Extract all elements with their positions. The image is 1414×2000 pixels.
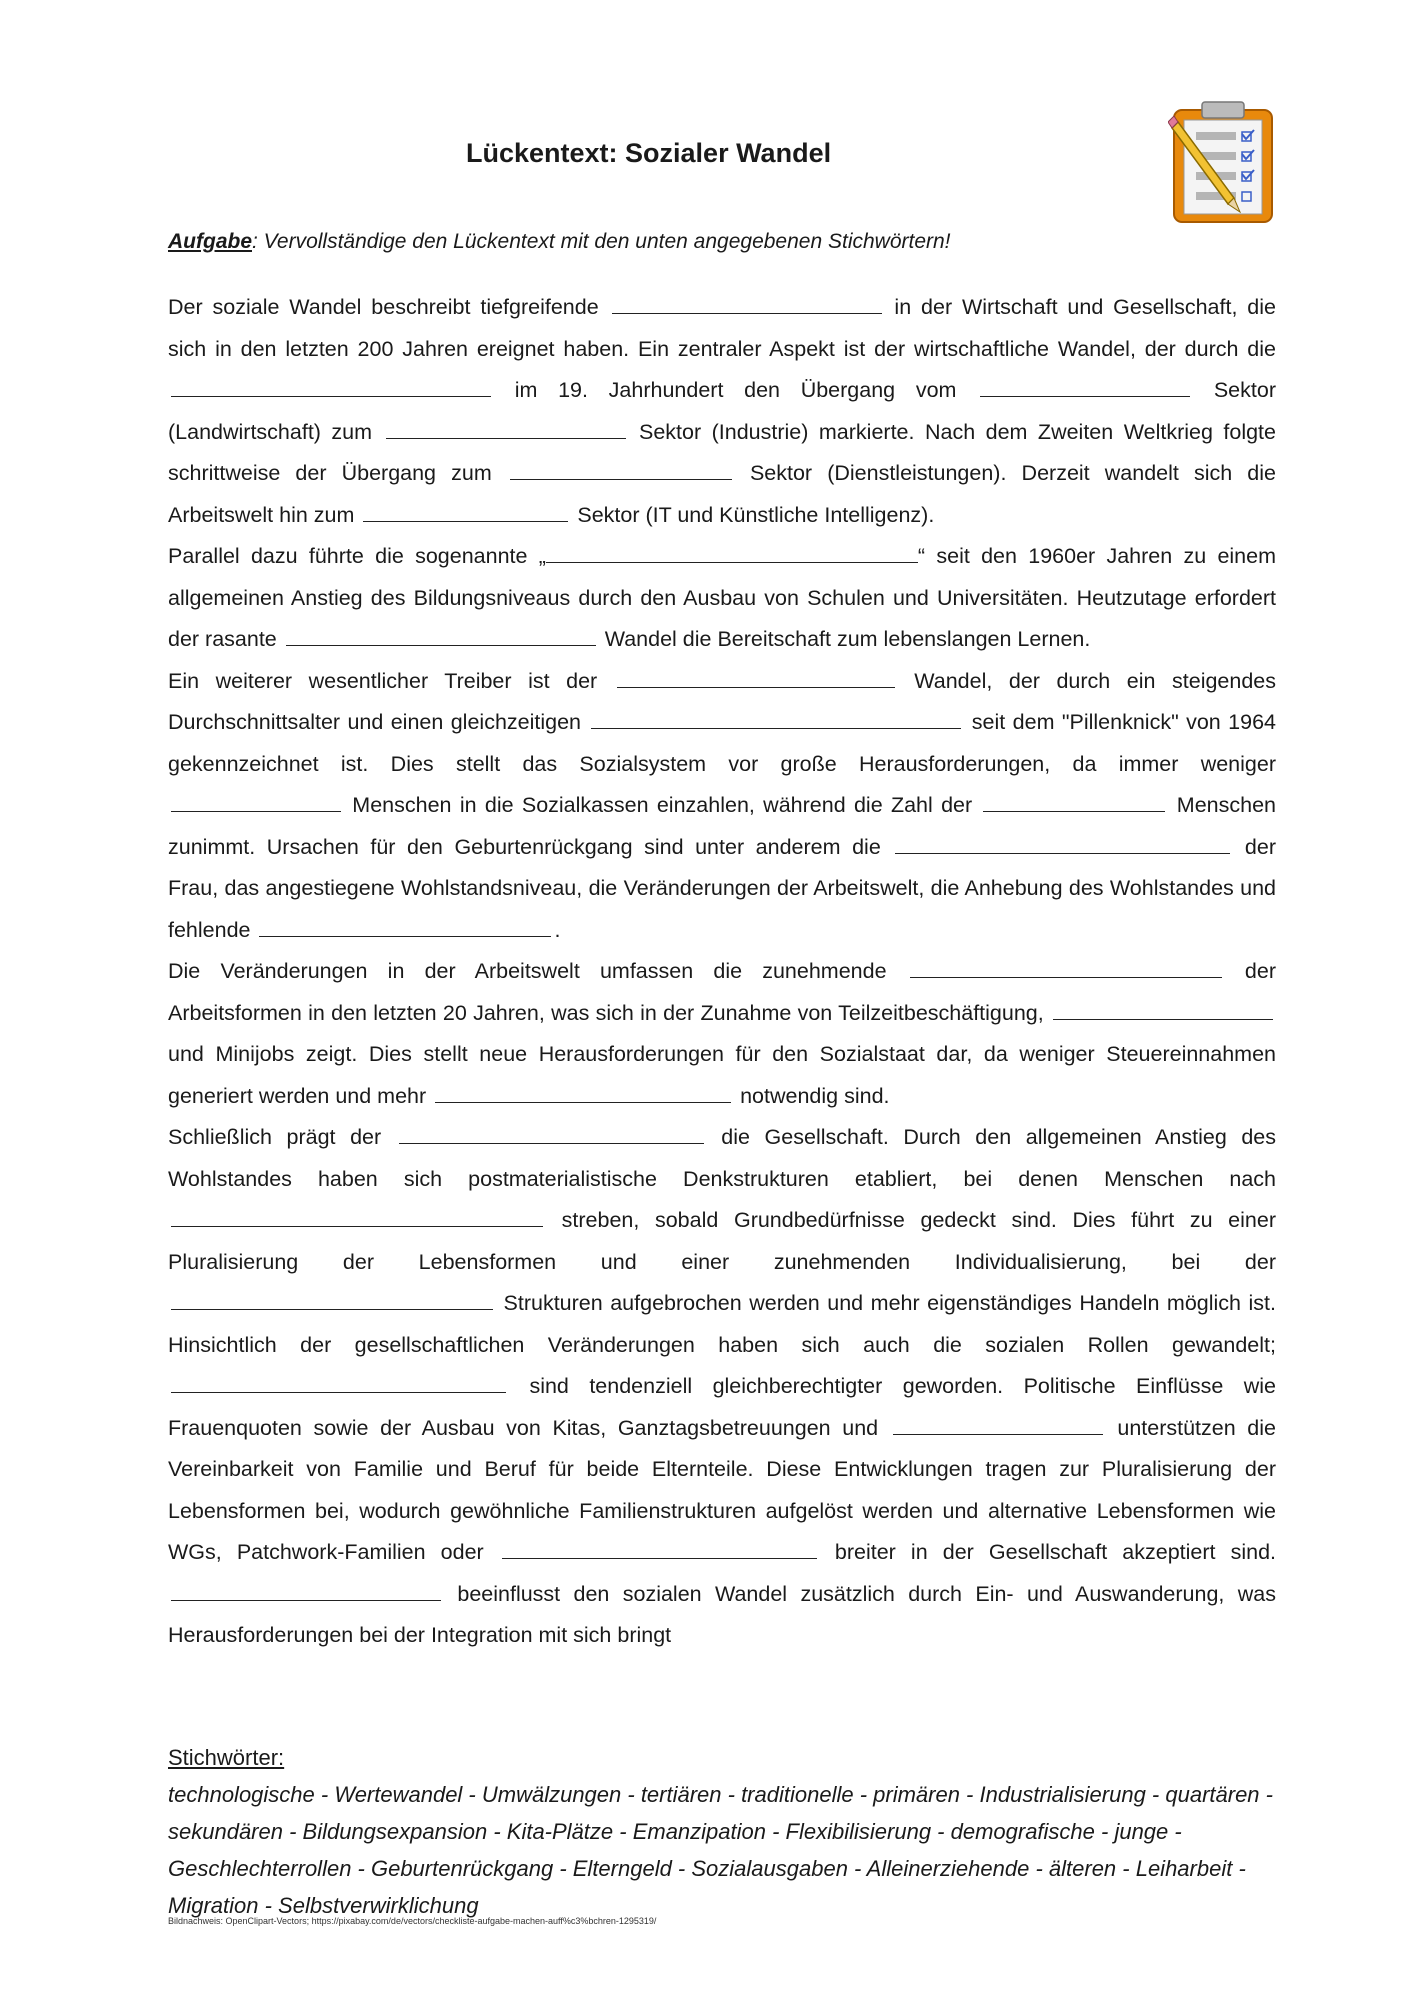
text-segment: Sektor (Dienstleistungen). Derzeit wandelt sich die Arbeitswelt hin zum: [168, 461, 1276, 527]
text-segment: und Minijobs zeigt. Dies stellt neue Herausforderungen für den Sozialstaat dar, da weniger Steuereinnahmen generiert werden und mehr: [168, 1042, 1276, 1108]
text-segment: streben, sobald Grundbedürfnisse gedeckt sind. Dies führt zu einer Pluralisierung der Lebensformen und einer zunehmenden Individualisierung, bei der: [168, 1208, 1276, 1274]
text-segment: beeinflusst den sozialen Wandel zusätzlich durch Ein- und Auswanderung, was Herausforderungen bei der Integration mit sich bringt: [168, 1581, 1276, 1647]
task-text: : Vervollständige den Lückentext mit den unten angegebenen Stichwörtern!: [252, 230, 951, 253]
task-label: Aufgabe: [168, 230, 252, 253]
gap-blank[interactable]: [171, 1225, 543, 1227]
gap-blank[interactable]: [893, 1433, 1103, 1435]
text-segment: Wandel, der durch ein steigendes Durchschnittsalter und einen gleichzeitigen: [168, 668, 1277, 734]
text-segment: breiter in der Gesellschaft akzeptiert sind.: [819, 1540, 1276, 1564]
paragraph-values: [168, 1117, 1276, 1657]
clipboard-checklist-icon: [1168, 100, 1278, 226]
gap-blank[interactable]: [546, 561, 918, 563]
text-segment: der Arbeitsformen in den letzten 20 Jahren, was sich in der Zunahme von Teilzeitbeschäftigung,: [168, 959, 1276, 1025]
page-title: Lückentext: Sozialer Wandel: [466, 138, 832, 168]
text-segment: .: [554, 917, 561, 942]
text-segment: im 19. Jahrhundert den Übergang vom: [494, 378, 978, 402]
gap-blank[interactable]: [171, 1391, 506, 1393]
gap-blank[interactable]: [617, 686, 895, 688]
text-segment: Menschen in die Sozialkassen einzahlen, während die Zahl der: [344, 793, 981, 817]
gap-blank[interactable]: [910, 976, 1222, 978]
paragraph-education: [168, 536, 1276, 661]
gap-blank[interactable]: [171, 810, 341, 812]
gap-blank[interactable]: [983, 810, 1165, 812]
task-instruction: [168, 230, 951, 254]
text-segment: der Frau, das angestiegene Wohlstandsniveau, die Veränderungen der Arbeitswelt, die Anhebung des Wohlstandes und fehlende: [168, 834, 1276, 942]
text-segment: Sektor (Landwirtschaft) zum: [168, 378, 1276, 444]
text-segment: Strukturen aufgebrochen werden und mehr eigenständiges Handeln möglich ist. Hinsichtlich der gesellschaftlichen Veränderungen haben sich auch die sozialen Rollen gewandelt;: [168, 1291, 1276, 1357]
gap-blank[interactable]: [895, 852, 1230, 854]
text-segment: Sektor (Industrie) markierte. Nach dem Zweiten Weltkrieg folgte schrittweise der Übergang zum: [168, 419, 1276, 485]
paragraph-demography: [168, 661, 1276, 952]
gap-blank[interactable]: [386, 437, 626, 439]
gap-blank[interactable]: [502, 1557, 817, 1559]
paragraph-work: [168, 951, 1276, 1117]
paragraph-economy: [168, 287, 1276, 536]
image-credit: Bildnachweis: OpenClipart-Vectors; https://pixabay.com/de/vectors/checkliste-aufgabe-machen-auff%c3%bchren-1295319/: [168, 1916, 657, 1926]
text-segment: unterstützen die Vereinbarkeit von Familie und Beruf für beide Elternteile. Diese Entwicklungen tragen zur Pluralisierung der Lebensformen bei, wodurch gewöhnliche Familienstrukturen aufgelöst werden und alternative Lebensformen wie WGs, Patchwork-Familien oder: [168, 1415, 1276, 1564]
gap-blank[interactable]: [399, 1142, 704, 1144]
text-segment: Menschen zunimmt. Ursachen für den Geburtenrückgang sind unter anderem die: [168, 793, 1276, 859]
gap-blank[interactable]: [171, 395, 491, 397]
gap-blank[interactable]: [591, 727, 961, 729]
gap-blank[interactable]: [171, 1599, 441, 1601]
gap-blank[interactable]: [286, 644, 596, 646]
gap-blank[interactable]: [1053, 1018, 1273, 1020]
text-segment: “ seit den 1960er Jahren zu einem allgemeinen Anstieg des Bildungsniveaus durch den Ausbau von Schulen und Universitäten. Heutzutage erfordert der rasante: [168, 544, 1277, 651]
text-segment: Sektor (IT und Künstliche Intelligenz).: [571, 502, 935, 527]
text-segment: in der Wirtschaft und Gesellschaft, die sich in den letzten 200 Jahren ereignet haben. Ein zentraler Aspekt ist der wirtschaftliche Wandel, der durch die: [168, 295, 1276, 361]
keywords-list: technologische - Wertewandel - Umwälzungen - tertiären - traditionelle - primären - Industrialisierung - quartären - sekundären - Bildungsexpansion - Kita-Plätze - Emanzipation - Flexibilisierung - demografische - junge - Geschlechterrollen - Geburtenrückgang - Elterngeld - Sozialausgaben - Alleinerziehende - älteren - Leiharbeit - Migration - Selbstverwirklichung: [168, 1782, 1273, 1918]
text-segment: seit dem "Pillenknick" von 1964 gekennzeichnet ist. Dies stellt das Sozialsystem vor große Herausforderungen, da immer weniger: [168, 710, 1276, 776]
text-segment: Schließlich prägt der: [168, 1125, 396, 1149]
text-segment: Die Veränderungen in der Arbeitswelt umfassen die zunehmende: [168, 959, 907, 983]
gap-blank[interactable]: [435, 1101, 731, 1103]
gap-blank[interactable]: [259, 935, 551, 937]
text-segment: Parallel dazu führte die sogenannte „: [168, 544, 546, 568]
gap-blank[interactable]: [510, 478, 732, 480]
text-segment: sind tendenziell gleichberechtigter geworden. Politische Einflüsse wie Frauenquoten sowie der Ausbau von Kitas, Ganztagsbetreuungen und: [168, 1374, 1276, 1440]
gap-blank[interactable]: [171, 1308, 493, 1310]
keywords-heading: Stichwörter:: [168, 1745, 285, 1770]
gap-blank[interactable]: [980, 395, 1190, 397]
gap-blank[interactable]: [363, 520, 568, 522]
text-segment: die Gesellschaft. Durch den allgemeinen Anstieg des Wohlstandes haben sich postmaterialistische Denkstrukturen etabliert, bei denen Menschen nach: [168, 1125, 1277, 1191]
gap-text: [168, 287, 1276, 1657]
text-segment: Ein weiterer wesentlicher Treiber ist der: [168, 668, 614, 693]
text-segment: Wandel die Bereitschaft zum lebenslangen Lernen.: [598, 627, 1091, 651]
text-segment: notwendig sind.: [734, 1083, 890, 1108]
text-segment: Der soziale Wandel beschreibt tiefgreifende: [168, 295, 609, 319]
gap-blank[interactable]: [612, 312, 882, 314]
